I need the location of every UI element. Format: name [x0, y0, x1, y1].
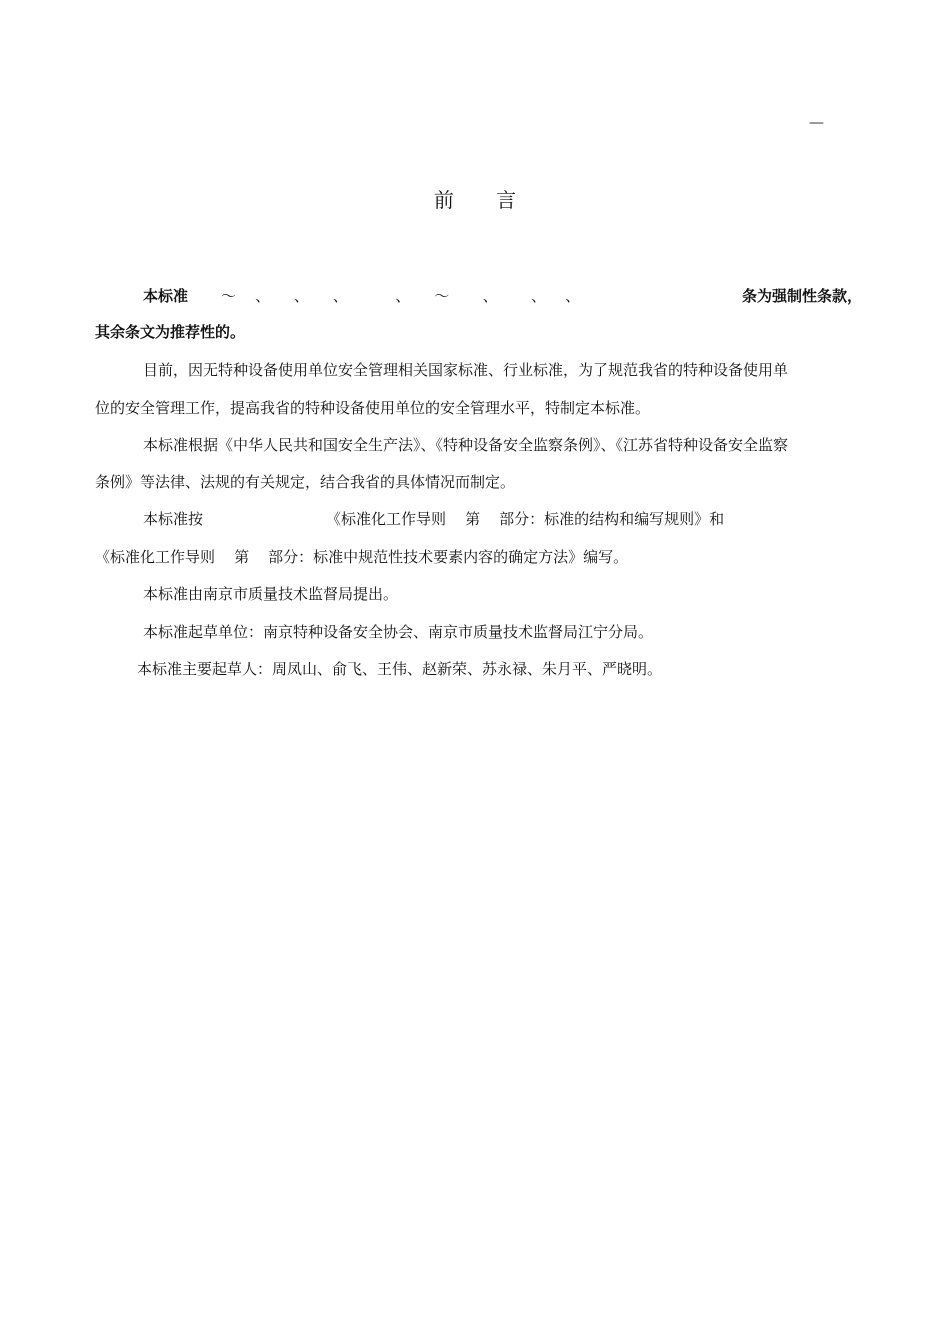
- paragraph-drafters: 本标准主要起草人：周凤山、俞飞、王伟、赵新荣、苏永禄、朱月平、严晓明。: [137, 660, 663, 678]
- paragraph-legal-basis-line-1: 本标准根据《中华人民共和国安全生产法》、《特种设备安全监察条例》、《江苏省特种设备安全监察: [143, 436, 789, 454]
- paragraph-proposer: 本标准由南京市质量技术监督局提出。: [143, 585, 399, 603]
- paragraph-background-line-1: 目前，因无特种设备使用单位安全管理相关国家标准、行业标准，为了规范我省的特种设备使用单: [143, 361, 789, 379]
- paragraph-legal-basis-line-2: 条例》等法律、法规的有关规定，结合我省的具体情况而制定。: [95, 473, 516, 491]
- paragraph-drafting-rules-line-1: 《标准化工作导则 第 部分：标准的结构和编写规则》和: [326, 510, 725, 528]
- mandatory-clause-statement: 条为强制性条款，: [742, 287, 863, 305]
- page-number-mark: —: [809, 113, 824, 131]
- paragraph-drafting-units: 本标准起草单位：南京特种设备安全协会、南京市质量技术监督局江宁分局。: [143, 623, 654, 641]
- page-title: 前 言: [433, 188, 535, 212]
- paragraph-drafting-rules-start: 本标准按: [143, 510, 204, 528]
- mandatory-clause-markers: ～ 、 、 、 、 ～ 、 、 、: [221, 287, 581, 305]
- paragraph-background-line-2: 位的安全管理工作，提高我省的特种设备使用单位的安全管理水平，特制定本标准。: [95, 399, 651, 417]
- mandatory-clause-intro: 本标准: [143, 287, 189, 305]
- recommended-clause-statement: 其余条文为推荐性的。: [95, 323, 246, 341]
- paragraph-drafting-rules-line-2: 《标准化工作导则 第 部分：标准中规范性技术要素内容的确定方法》编写。: [95, 548, 629, 566]
